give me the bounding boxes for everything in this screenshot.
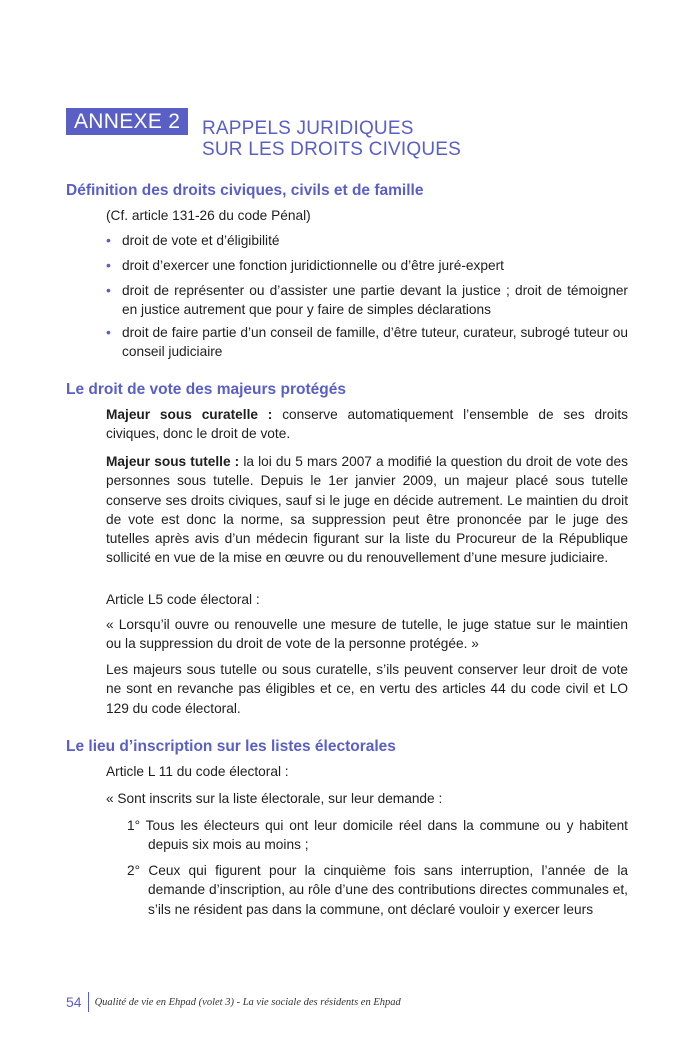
bullet-icon: • (106, 324, 111, 340)
numbered-item-text: 1° Tous les électeurs qui ont leur domicile réel dans la commune ou y habitent depuis six mois au moins ; (127, 818, 628, 853)
annex-badge: ANNEXE 2 (66, 108, 188, 135)
article-reference: Article L 11 du code électoral : (106, 764, 289, 779)
paragraph-text: la loi du 5 mars 2007 a modifié la question du droit de vote des personnes sous tutelle. Depuis le 1er janvier 2009, un majeur placé sous tutelle conserve ses droits civiques, sauf si le juge en décide autrement. Le maintien du droit de vote est donc la norme, sa suppression peut être prononcée par le juge des tutelles après avis d’un médecin figurant sur la liste du Procureur de la République sollicité en vue de la mise en œuvre ou du renouvellement d’une mesure judiciaire. (106, 454, 629, 566)
footer-text: Qualité de vie en Ehpad (volet 3) - La vie sociale des résidents en Ehpad (94, 996, 401, 1008)
paragraph-eligibility: Les majeurs sous tutelle ou sous curatelle, s’ils peuvent conserver leur droit de vote ne sont en revanche pas éligibles et ce, en vertu des articles 44 du code civil et LO 129 du code électoral. (106, 662, 628, 716)
section-title-registration: Le lieu d’inscription sur les listes électorales (66, 738, 396, 755)
paragraph-curatelle (106, 405, 628, 444)
term-label: Majeur sous tutelle : (106, 454, 240, 469)
paragraph-tutelle (106, 452, 628, 568)
section-title-voting-rights: Le droit de vote des majeurs protégés (66, 381, 346, 398)
list-item (106, 231, 628, 250)
list-item (106, 256, 628, 275)
numbered-item (106, 816, 628, 855)
reference-text: (Cf. article 131-26 du code Pénal) (106, 208, 311, 223)
page-number: 54 (66, 994, 82, 1010)
bullet-icon: • (106, 257, 111, 273)
bullet-icon: • (106, 232, 111, 248)
quote-paragraph: « Lorsqu’il ouvre ou renouvelle une mesure de tutelle, le juge statue sur le maintien ou la suppression du droit de vote de la personne protégée. » (106, 617, 628, 652)
list-item (106, 323, 628, 362)
numbered-item (106, 861, 628, 919)
title-line-2: SUR LES DROITS CIVIQUES (202, 139, 462, 160)
list-item-text: droit de vote et d’éligibilité (122, 233, 280, 248)
quote-paragraph: « Sont inscrits sur la liste électorale, sur leur demande : (106, 791, 443, 806)
title-line-1: RAPPELS JURIDIQUES (202, 118, 414, 139)
list-item-text: droit de représenter ou d’assister une partie devant la justice ; droit de témoigner en justice autrement que pour y faire de simples déclarations (122, 283, 628, 318)
footer-divider (88, 992, 89, 1012)
list-item-text: droit d’exercer une fonction juridictionnelle ou d’être juré-expert (122, 258, 504, 273)
paragraph-text: conserve automatiquement l’ensemble de ses droits civiques, donc le droit de vote. (106, 407, 628, 442)
list-item (106, 281, 628, 320)
bullet-icon: • (106, 282, 111, 298)
list-item-text: droit de faire partie d’un conseil de famille, d’être tuteur, curateur, subrogé tuteur ou conseil judiciaire (122, 325, 628, 360)
page-title (202, 118, 461, 160)
article-reference: Article L5 code électoral : (106, 592, 260, 607)
page-footer (66, 991, 401, 1013)
section-title-definitions: Définition des droits civiques, civils et de famille (66, 182, 424, 199)
numbered-item-text: 2° Ceux qui figurent pour la cinquième fois sans interruption, l’année de la demande d’inscription, au rôle d’une des contributions directes communales et, s’ils ne résident pas dans la commune, ont déclaré vouloir y exercer leurs (127, 863, 628, 917)
term-label: Majeur sous curatelle : (106, 407, 273, 422)
